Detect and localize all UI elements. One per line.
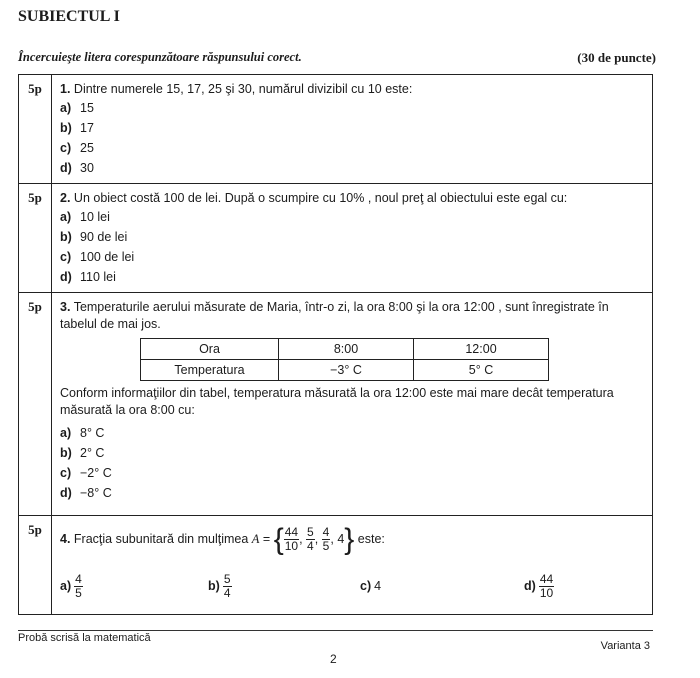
option-letter: a) (60, 101, 72, 115)
question-statement: Dintre numerele 15, 17, 25 şi 30, numărul divizibil cu 10 este: (73, 82, 413, 96)
left-brace-icon: { (273, 522, 284, 556)
option-text: 2° C (80, 446, 105, 460)
option-b[interactable] (208, 573, 360, 600)
option-letter: c) (60, 250, 72, 264)
question-statement: Un obiect costă 100 de lei. După o scumpire cu 10% , noul preţ al obiectului este egal cu: (73, 191, 568, 205)
table-cell: 5° C (414, 360, 549, 381)
option-d[interactable] (60, 483, 644, 503)
section-title: SUBIECTUL I (18, 8, 120, 25)
option-fraction: $\frac{44}{10}$ (539, 571, 554, 600)
option-d[interactable] (60, 158, 644, 178)
option-letter: b) (60, 121, 72, 135)
footer-divider (18, 630, 653, 631)
option-c[interactable] (60, 247, 644, 267)
question-statement: Temperaturile aerului măsurate de Maria, într-o zi, la ora 8:00 şi la ora 12:00 , sunt înregistrate în tabelul de mai jos. (60, 300, 609, 331)
option-text: 100 de lei (80, 250, 135, 264)
question-number: 2. (60, 191, 71, 205)
option-text: −8° C (80, 486, 112, 500)
set-fraction: $\frac{5}{4}$ (307, 524, 314, 553)
option-text: −2° C (80, 466, 112, 480)
question-continuation: Conform informaţiilor din tabel, temperatura măsurată la ora 12:00 este mai mare decât temperatura măsurată la ora 8:00 cu: (60, 386, 614, 417)
option-text: 90 de lei (80, 230, 128, 244)
question-text (60, 81, 644, 98)
option-letter: b) (60, 230, 72, 244)
option-letter: d) (60, 161, 72, 175)
page-number: 2 (330, 652, 337, 666)
question-points: 5p (19, 184, 52, 292)
table-cell: Ora (141, 339, 279, 360)
option-fraction: $\frac{4}{5}$ (75, 571, 82, 600)
set-element: 4 (337, 531, 345, 546)
question-text (60, 190, 644, 207)
question-1 (19, 75, 652, 183)
set-name: A (251, 531, 260, 546)
option-c[interactable] (60, 463, 644, 483)
option-text: 10 lei (80, 210, 110, 224)
option-letter: c) (60, 141, 72, 155)
option-letter: b) (60, 446, 72, 460)
table-row (141, 360, 549, 381)
option-a[interactable] (60, 573, 208, 600)
option-text: 17 (80, 121, 94, 135)
question-text (60, 299, 644, 333)
question-points: 5p (19, 293, 52, 515)
option-letter: a) (60, 579, 72, 593)
option-d[interactable] (60, 267, 644, 287)
option-text: 4 (374, 579, 382, 593)
option-b[interactable] (60, 118, 644, 138)
table-cell: 8:00 (279, 339, 414, 360)
option-a[interactable] (60, 207, 644, 227)
questions-table (18, 74, 653, 615)
question-ending: este: (357, 531, 385, 546)
table-cell: −3° C (279, 360, 414, 381)
option-text: 15 (80, 101, 94, 115)
option-letter: c) (360, 579, 372, 593)
question-statement: Fracţia subunitară din mulţimea (73, 531, 249, 546)
set-fraction: $\frac{4}{5}$ (322, 524, 330, 553)
question-number: 3. (60, 300, 71, 314)
option-c[interactable] (60, 138, 644, 158)
footer-subject: Probă scrisă la matematică (18, 632, 151, 644)
option-letter: b) (208, 579, 220, 593)
option-text: 110 lei (80, 270, 116, 284)
question-points: 5p (19, 516, 52, 614)
table-row (141, 339, 549, 360)
right-brace-icon: } (344, 522, 355, 556)
option-letter: c) (60, 466, 72, 480)
option-fraction: $\frac{5}{4}$ (223, 571, 231, 600)
option-letter: a) (60, 210, 72, 224)
question-3 (19, 292, 652, 515)
instruction-text: Încercuieşte litera corespunzătoare răspunsului corect. (18, 50, 302, 64)
option-letter: a) (60, 426, 72, 440)
option-d[interactable] (524, 573, 554, 600)
footer-variant: Varianta 3 (600, 640, 650, 652)
question-2 (19, 183, 652, 292)
options-row (60, 562, 644, 610)
option-text: 8° C (80, 426, 105, 440)
table-cell: Temperatura (141, 360, 279, 381)
question-text: 4. Fracţia subunitară din mulţimea A = { $\frac{44}{10}$ , $\frac{5}{4}$ , $\frac{4}{5}$ , 4 } este: (60, 522, 385, 556)
option-text: 30 (80, 161, 94, 175)
temperature-table (140, 338, 549, 381)
option-a[interactable] (60, 98, 644, 118)
option-b[interactable] (60, 227, 644, 247)
set-fraction: $\frac{44}{10}$ (284, 524, 299, 553)
option-letter: d) (524, 579, 536, 593)
option-b[interactable] (60, 443, 644, 463)
option-letter: d) (60, 270, 72, 284)
question-number: 4. (60, 531, 71, 546)
question-4 (19, 515, 652, 614)
question-points: 5p (19, 75, 52, 183)
option-a[interactable] (60, 423, 644, 443)
table-cell: 12:00 (414, 339, 549, 360)
option-c[interactable] (360, 579, 524, 593)
option-text: 25 (80, 141, 94, 155)
option-letter: d) (60, 486, 72, 500)
total-points: (30 de puncte) (577, 50, 656, 65)
question-number: 1. (60, 82, 71, 96)
